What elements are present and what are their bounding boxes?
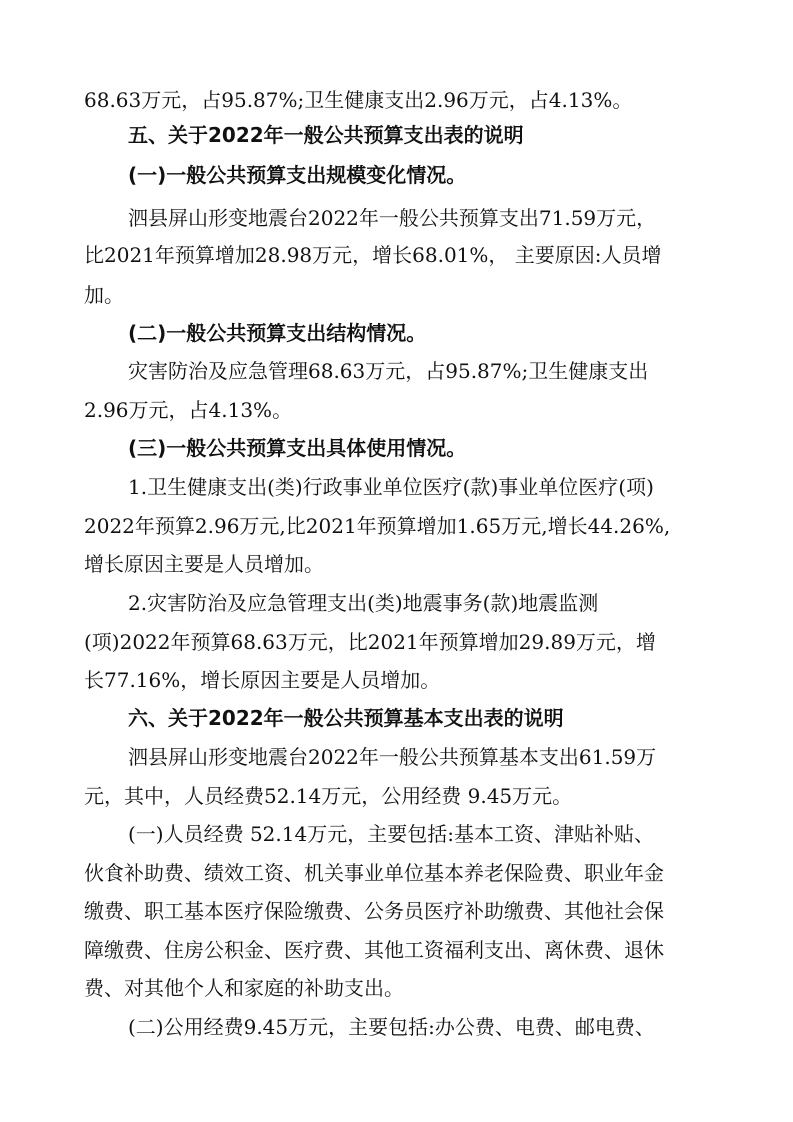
text-line: 2.96万元，占4.13%。 bbox=[84, 398, 293, 422]
text-line: (项)2022年预算68.63万元，比2021年预算增加29.89万元，增 bbox=[84, 630, 656, 654]
text-line: 伙食补助费、绩效工资、机关事业单位基本养老保险费、职业年金 bbox=[84, 861, 664, 885]
text-line: 元，其中，人员经费52.14万元，公用经费 9.45万元。 bbox=[84, 784, 573, 808]
text-line: 缴费、职工基本医疗保险缴费、公务员医疗补助缴费、其他社会保 bbox=[84, 899, 664, 923]
section-heading: 六、关于2022年一般公共预算基本支出表的说明 bbox=[128, 706, 564, 730]
text-line: 2022年预算2.96万元,比2021年预算增加1.65万元,增长44.26%, bbox=[84, 514, 671, 538]
subsection-heading: (二)一般公共预算支出结构情况。 bbox=[128, 321, 427, 345]
text-line: 泗县屏山形变地震台2022年一般公共预算支出71.59万元， bbox=[128, 206, 657, 230]
text-line: 1.卫生健康支出(类)行政事业单位医疗(款)事业单位医疗(项) bbox=[128, 475, 654, 499]
text-line: 加。 bbox=[84, 283, 124, 307]
text-line: 68.63万元，占95.87%;卫生健康支出2.96万元，占4.13%。 bbox=[84, 88, 633, 112]
subsection-heading: (一)一般公共预算支出规模变化情况。 bbox=[128, 163, 467, 187]
text-line: 灾害防治及应急管理68.63万元，占95.87%;卫生健康支出 bbox=[128, 359, 649, 383]
text-line: (二)公用经费9.45万元，主要包括:办公费、电费、邮电费、 bbox=[128, 1015, 655, 1039]
text-line: 障缴费、住房公积金、医疗费、其他工资福利支出、离休费、退休 bbox=[84, 938, 664, 962]
text-line: 2.灾害防治及应急管理支出(类)地震事务(款)地震监测 bbox=[128, 591, 599, 615]
text-line: 增长原因主要是人员增加。 bbox=[84, 552, 324, 576]
section-heading: 五、关于2022年一般公共预算支出表的说明 bbox=[128, 123, 524, 147]
text-line: 比2021年预算增加28.98万元，增长68.01%， 主要原因:人员增 bbox=[84, 243, 662, 267]
text-line: 泗县屏山形变地震台2022年一般公共预算基本支出61.59万 bbox=[128, 745, 657, 769]
text-line: (一)人员经费 52.14万元，主要包括:基本工资、津贴补贴、 bbox=[128, 822, 654, 846]
text-line: 长77.16%，增长原因主要是人员增加。 bbox=[84, 668, 441, 692]
text-line: 费、对其他个人和家庭的补助支出。 bbox=[84, 976, 404, 1000]
subsection-heading: (三)一般公共预算支出具体使用情况。 bbox=[128, 436, 467, 460]
